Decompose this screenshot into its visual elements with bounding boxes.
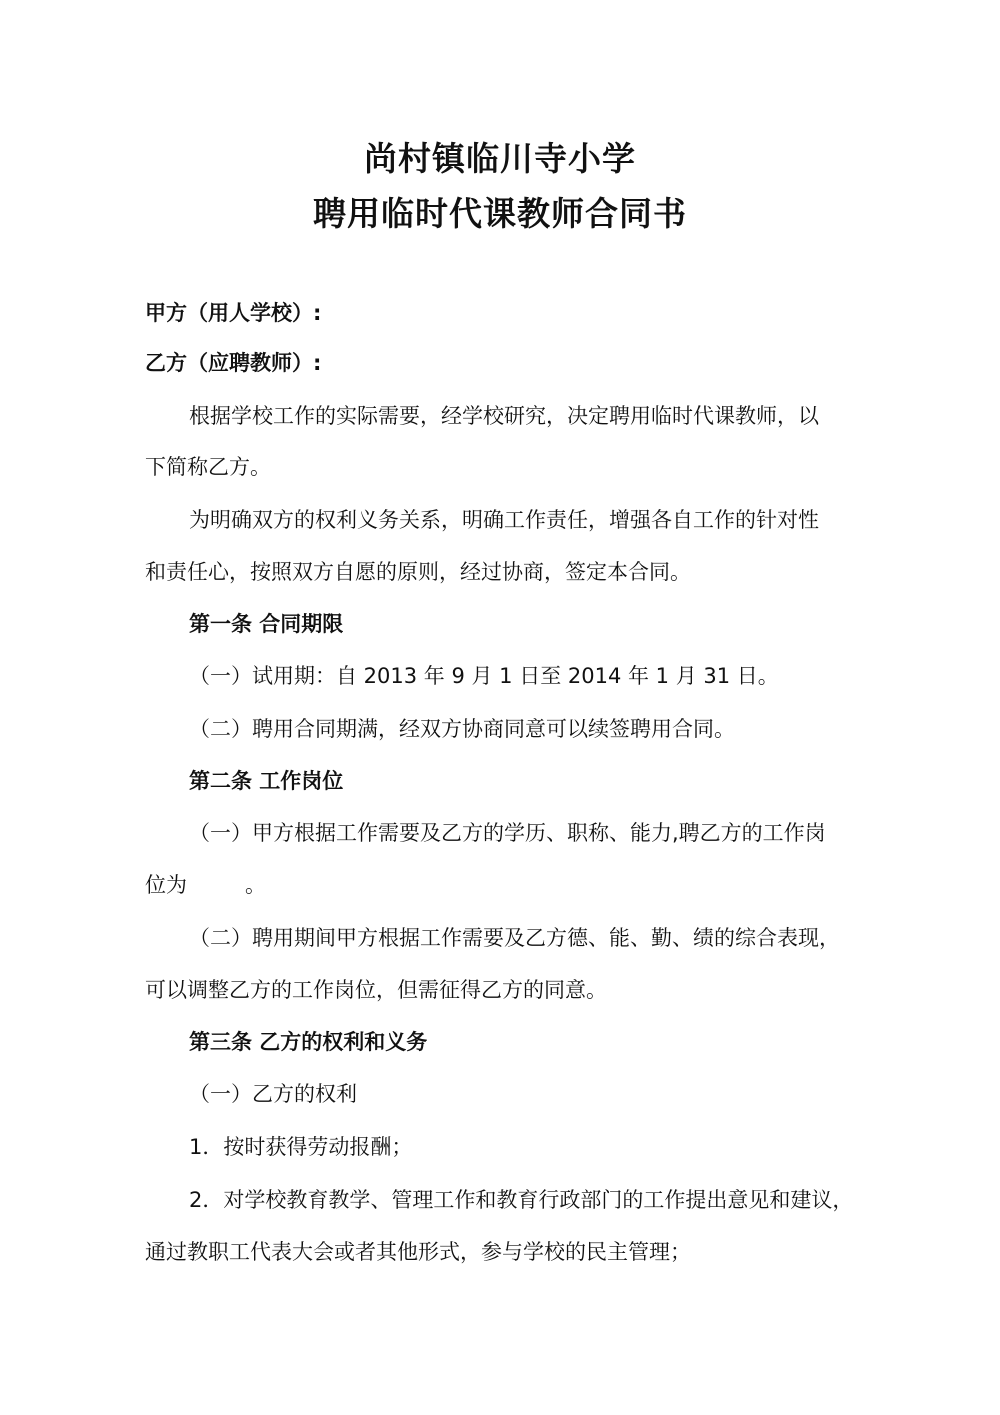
article-1-heading: 第一条 合同期限 xyxy=(189,612,344,636)
article-3-item-2-line-2: 通过教职工代表大会或者其他形式，参与学校的民主管理； xyxy=(145,1240,691,1264)
article-2-item-2-line-2: 可以调整乙方的工作岗位，但需征得乙方的同意。 xyxy=(145,978,607,1002)
article-2-item-1-line-1: （一）甲方根据工作需要及乙方的学历、职称、能力,聘乙方的工作岗 xyxy=(189,821,826,845)
article-2-heading: 第二条 工作岗位 xyxy=(189,769,344,793)
intro-paragraph-2-line-1: 为明确双方的权利义务关系，明确工作责任，增强各自工作的针对性 xyxy=(189,508,819,532)
article-2-item-1-line-2 xyxy=(145,870,266,900)
article-3-heading: 第三条 乙方的权利和义务 xyxy=(189,1030,428,1054)
position-label: 位为 xyxy=(145,873,187,897)
article-3-subsection-1: （一）乙方的权利 xyxy=(189,1082,357,1106)
party-a-label: 甲方（用人学校）: xyxy=(145,301,322,325)
document-title-school: 尚村镇临川寺小学 xyxy=(364,139,636,178)
intro-paragraph-1-line-2: 下简称乙方。 xyxy=(145,455,271,479)
article-1-item-1: （一）试用期：自 2013 年 9 月 1 日至 2014 年 1 月 31 日。 xyxy=(189,664,779,688)
article-3-item-2-line-1: 2．对学校教育教学、管理工作和教育行政部门的工作提出意见和建议， xyxy=(189,1188,854,1212)
document-title-contract: 聘用临时代课教师合同书 xyxy=(313,194,687,233)
position-period: 。 xyxy=(245,873,266,897)
article-1-item-2: （二）聘用合同期满，经双方协商同意可以续签聘用合同。 xyxy=(189,717,735,741)
intro-paragraph-2-line-2: 和责任心，按照双方自愿的原则，经过协商，签定本合同。 xyxy=(145,560,691,584)
party-b-label: 乙方（应聘教师）: xyxy=(145,351,322,375)
article-2-item-2-line-1: （二）聘用期间甲方根据工作需要及乙方德、能、勤、绩的综合表现， xyxy=(189,926,840,950)
intro-paragraph-1-line-1: 根据学校工作的实际需要，经学校研究，决定聘用临时代课教师，以 xyxy=(189,404,819,428)
article-3-item-1: 1．按时获得劳动报酬； xyxy=(189,1135,413,1159)
